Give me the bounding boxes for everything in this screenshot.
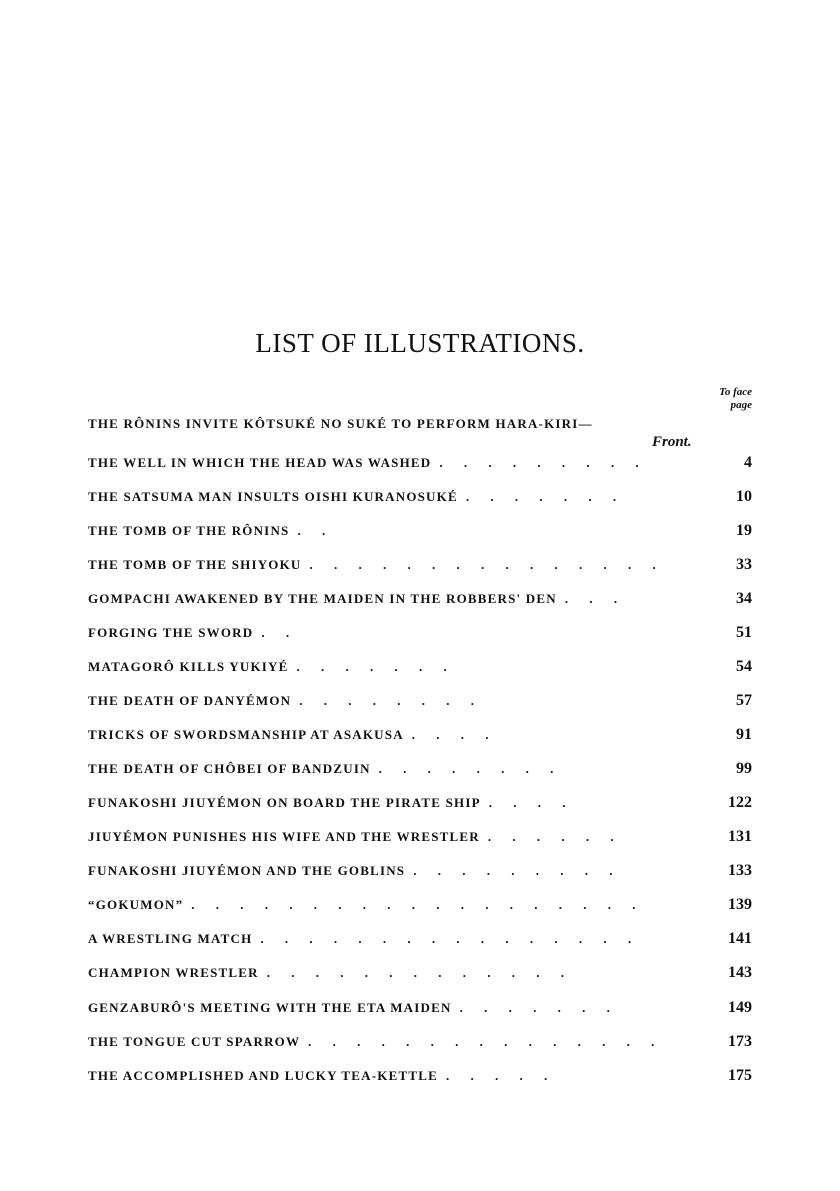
illustration-title: GOMPACHI AWAKENED BY THE MAIDEN IN THE ROBBERS' DEN — [88, 591, 557, 606]
leader-dots: . . . . . — [445, 1068, 557, 1083]
leader-dots: . . . . . . . . . . . . . . . — [309, 557, 665, 572]
illustration-title: CHAMPION WRESTLER — [88, 965, 259, 980]
leader-dots: . . . . . . . . . — [439, 455, 648, 470]
page-number: 33 — [736, 556, 752, 573]
leader-dots: . . . . . . . . . . . . . . . . — [260, 931, 641, 946]
illustration-title: TRICKS OF SWORDSMANSHIP AT ASAKUSA — [88, 727, 404, 742]
illustration-title: THE RÔNINS INVITE KÔTSUKÉ NO SUKÉ TO PERFORM HARA-KIRI— — [88, 416, 593, 431]
leader-dots: . . . . . . . — [465, 489, 626, 504]
page-title: LIST OF ILLUSTRATIONS. — [255, 328, 585, 358]
list-item — [88, 964, 752, 986]
illustration-title: THE SATSUMA MAN INSULTS OISHI KURANOSUKÉ — [88, 489, 458, 504]
page-number: 19 — [736, 522, 752, 539]
list-item — [88, 522, 752, 544]
page-number: 143 — [728, 964, 752, 981]
list-item — [88, 692, 752, 714]
list-item — [88, 999, 752, 1021]
list-item — [88, 416, 752, 438]
list-item — [88, 488, 752, 510]
illustration-title: JIUYÉMON PUNISHES HIS WIFE AND THE WRESTLER — [88, 829, 480, 844]
page-column-label: page — [730, 399, 752, 411]
leader-dots: . . . — [564, 591, 627, 606]
illustration-title: THE TOMB OF THE RÔNINS — [88, 523, 290, 538]
frontispiece-label: Front. — [652, 434, 692, 450]
page-number: 139 — [728, 896, 752, 913]
page-number: 149 — [728, 999, 752, 1016]
illustration-title: THE TONGUE CUT SPARROW — [88, 1034, 301, 1049]
illustration-title: MATAGORÔ KILLS YUKIYÉ — [88, 659, 289, 674]
illustration-title: THE ACCOMPLISHED AND LUCKY TEA-KETTLE — [88, 1068, 438, 1083]
page-number: 91 — [736, 726, 752, 743]
leader-dots: . . . . . . — [487, 829, 623, 844]
list-item — [88, 1067, 752, 1089]
page-number: 4 — [744, 454, 752, 471]
leader-dots: . . — [261, 625, 299, 640]
list-item — [88, 930, 752, 952]
illustration-title: THE DEATH OF DANYÉMON — [88, 693, 292, 708]
leader-dots: . . . . . . . . — [299, 693, 483, 708]
illustration-title: FORGING THE SWORD — [88, 625, 254, 640]
leader-dots: . . . . — [411, 727, 498, 742]
illustration-title: THE TOMB OF THE SHIYOKU — [88, 557, 302, 572]
illustration-title: GENZABURÔ'S MEETING WITH THE ETA MAIDEN — [88, 1000, 452, 1015]
list-item — [88, 658, 752, 680]
list-item — [88, 624, 752, 646]
list-item — [88, 862, 752, 884]
leader-dots: . . . . . . . . . . . . . — [266, 965, 574, 980]
leader-dots: . . . . . . . . . — [413, 863, 622, 878]
illustration-title: “GOKUMON” — [88, 897, 184, 912]
illustration-title: THE DEATH OF CHÔBEI OF BANDZUIN — [88, 761, 371, 776]
page-number: 34 — [736, 590, 752, 607]
list-item — [88, 1033, 752, 1055]
leader-dots: . . . . — [488, 795, 575, 810]
leader-dots: . . . . . . . — [459, 1000, 619, 1015]
page-number: 173 — [728, 1033, 752, 1050]
page-number: 54 — [736, 658, 752, 675]
list-item — [88, 726, 752, 748]
illustration-title: FUNAKOSHI JIUYÉMON AND THE GOBLINS — [88, 863, 406, 878]
leader-dots: . . — [297, 523, 335, 538]
list-item — [88, 794, 752, 816]
leader-dots: . . . . . . . . . . . . . . . — [308, 1034, 664, 1049]
list-item — [88, 896, 752, 918]
leader-dots: . . . . . . . . — [378, 761, 563, 776]
page-number: 57 — [736, 692, 752, 709]
page-number: 122 — [728, 794, 752, 811]
page-number: 99 — [736, 760, 752, 777]
page-number: 51 — [736, 624, 752, 641]
leader-dots: . . . . . . . . . . . . . . . . . . . — [191, 897, 645, 912]
illustration-title: FUNAKOSHI JIUYÉMON ON BOARD THE PIRATE SHIP — [88, 795, 481, 810]
page-number: 175 — [728, 1067, 752, 1084]
to-face-label: To face — [719, 386, 752, 398]
illustration-title: THE WELL IN WHICH THE HEAD WAS WASHED — [88, 455, 432, 470]
list-item — [88, 828, 752, 850]
page-number: 133 — [728, 862, 752, 879]
page-number: 131 — [728, 828, 752, 845]
list-item — [88, 454, 752, 476]
leader-dots: . . . . . . . — [296, 659, 456, 674]
page-number: 10 — [736, 488, 752, 505]
list-item — [88, 760, 752, 782]
illustration-title: A WRESTLING MATCH — [88, 931, 253, 946]
list-item — [88, 590, 752, 612]
page-number: 141 — [728, 930, 752, 947]
list-item — [88, 556, 752, 578]
